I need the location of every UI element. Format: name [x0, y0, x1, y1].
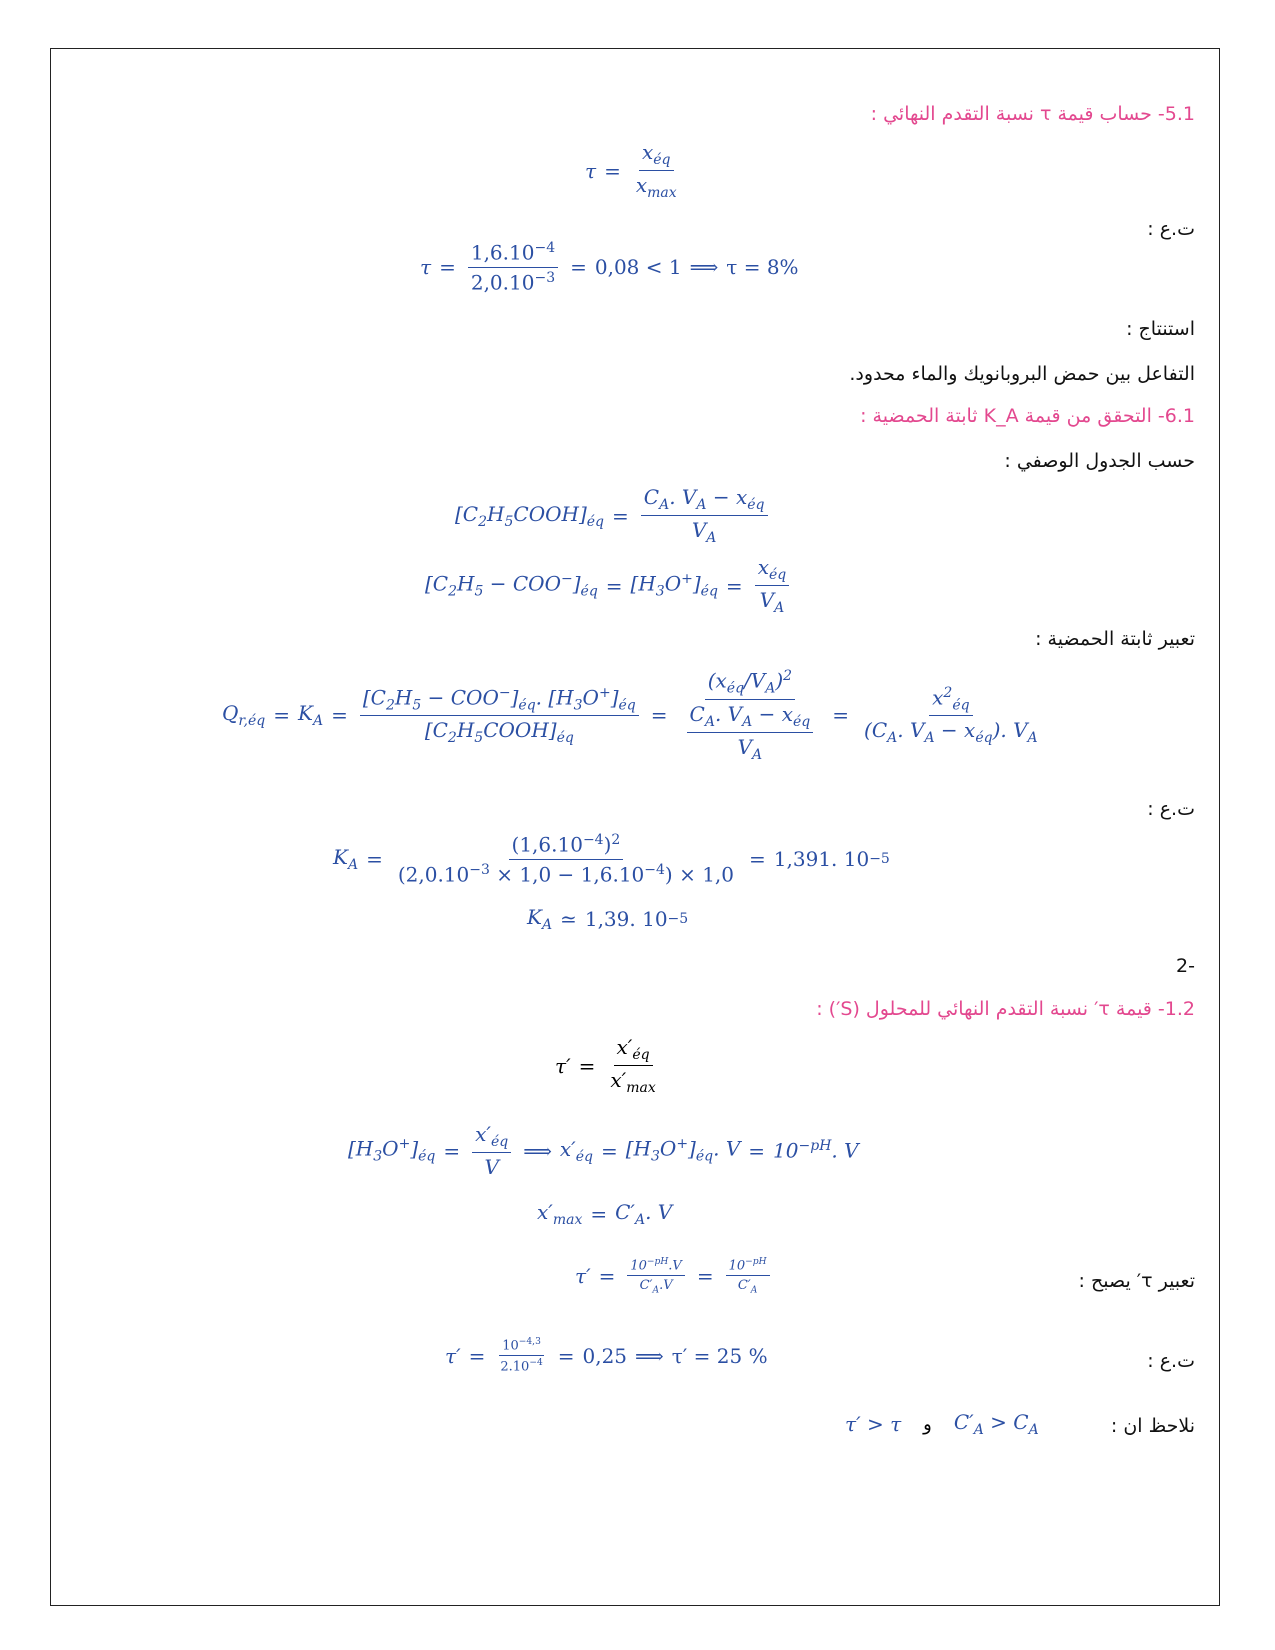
per-table-label: حسب الجدول الوصفي :: [1004, 450, 1195, 472]
eq-tau-prime-numeric: τ′ = $\frac{10^{-4,3}}{2.10^{-4}}$ = 0,25 ⟹ τ′ = 25 %: [445, 1337, 768, 1375]
conclusion-text: التفاعل بين حمض البروبانويك والماء محدود.: [849, 363, 1195, 385]
ph-exponent: −4,3: [518, 1337, 541, 1347]
tau-prime-percent: τ′ = 25 %: [671, 1343, 768, 1368]
te-label-3: ت.ع :: [1147, 1350, 1195, 1372]
eq-ka-expression: $Q_{r,éq}$ = $K_A$ = $\frac{[C_2H_5 - COO^-]_{éq}. [H_3O^+]_{éq}}{[C_2H_5COOH]_{éq}}$ = $\frac{(x_{éq}/V_A)^2}{\frac{C_A. V_A - x_{éq}}{V_A}}$ = $\frac{x^2_{éq}}{(C_A. V_A - x_{éq}). V_A}$: [222, 668, 1038, 763]
xmax-exponent: −3: [534, 269, 556, 286]
eq-ka-numeric: $K_A$ = $\frac{(1,6.10^{-4})^2}{(2,0.10^{-3} \times 1,0 - 1,6.10^{-4}) \times 1,0}$ = 1,391. 10 −5: [333, 832, 890, 887]
tau-percent: τ = 8%: [726, 255, 799, 280]
eq-tau-numeric: τ = $\frac{1,6.10^{-4}}{2,0.10^{-3}}$ = 0,08 < 1 ⟹ τ = 8%: [420, 240, 799, 295]
tau-prime-becomes-label: تعبير τ′ يصبح :: [1078, 1270, 1195, 1292]
tau-ratio: 0,08 < 1: [594, 255, 682, 280]
eq-comparison: τ′ > τ و $C'_A > C_A$: [845, 1410, 1039, 1438]
ca-prime-exponent: −4: [529, 1358, 543, 1369]
ka-approx-value: 1,39. 10: [584, 907, 668, 931]
eq-tau-prime-definition: τ′ = $\frac{x'_{éq}}{x'_{max}}$: [555, 1035, 656, 1096]
te-label-2: ت.ع :: [1147, 798, 1195, 820]
eq-tau-definition: τ = $\frac{x_{éq}}{x_{max}}$: [585, 140, 677, 201]
conclusion-label: استنتاج :: [1126, 318, 1195, 340]
and-word: و: [923, 1413, 932, 1435]
heading-6-1: 6.1- التحقق من قيمة K_A ثابتة الحمضية :: [860, 405, 1195, 427]
eq-base-concentration: $[C_2H_5 - COO^-]_{éq}$ = $[H_3O^+]_{éq}$ = $\frac{x_{éq}}{V_A}$: [425, 555, 793, 616]
heading-5-1: 5.1- حساب قيمة τ نسبة التقدم النهائي :: [870, 103, 1195, 125]
eq-h3o-concentration: $[H_3O^+]_{éq}$ = $\frac{x'_{éq}}{V}$ ⟹ $x'_{éq}$ = $[H_3O^+]_{éq}$. V = $10^{-pH}$. V: [348, 1122, 859, 1179]
ka-expression-label: تعبير ثابتة الحمضية :: [1035, 628, 1195, 650]
eq-tau-prime-expression: τ′ = $\frac{10^{-pH}.V}{C'_A.V}$ = $\frac{10^{-pH}}{C'_A}$: [575, 1257, 774, 1296]
eq-acid-concentration: $[C_2H_5COOH]_{éq}$ = $\frac{C_A. V_A - x_{éq}}{V_A}$: [455, 485, 772, 546]
ka-raw-value: 1,391. 10: [773, 847, 870, 872]
te-label-1: ت.ع :: [1147, 218, 1195, 240]
ca-prime-value: 2.10: [500, 1359, 530, 1375]
xeq-value: 1,6.10: [470, 240, 535, 265]
note-label: نلاحظ ان :: [1110, 1415, 1195, 1437]
xmax-value: 2,0.10: [470, 270, 535, 295]
part-2-label: -2: [1176, 955, 1195, 977]
ka-raw-exponent: −5: [869, 851, 890, 868]
xeq-exponent: −4: [534, 240, 556, 256]
eq-ka-approx: $K_A$ ≃ 1,39. 10 −5: [527, 905, 689, 933]
ka-approx-exponent: −5: [667, 911, 689, 927]
heading-1-2: 1.2- قيمة τ′ نسبة التقدم النهائي للمحلول (S′) :: [816, 998, 1195, 1020]
eq-x-prime-max: $x'_{max}$ = $C'_A$. V: [537, 1200, 673, 1228]
tau-prime-ratio: 0,25: [582, 1343, 628, 1368]
